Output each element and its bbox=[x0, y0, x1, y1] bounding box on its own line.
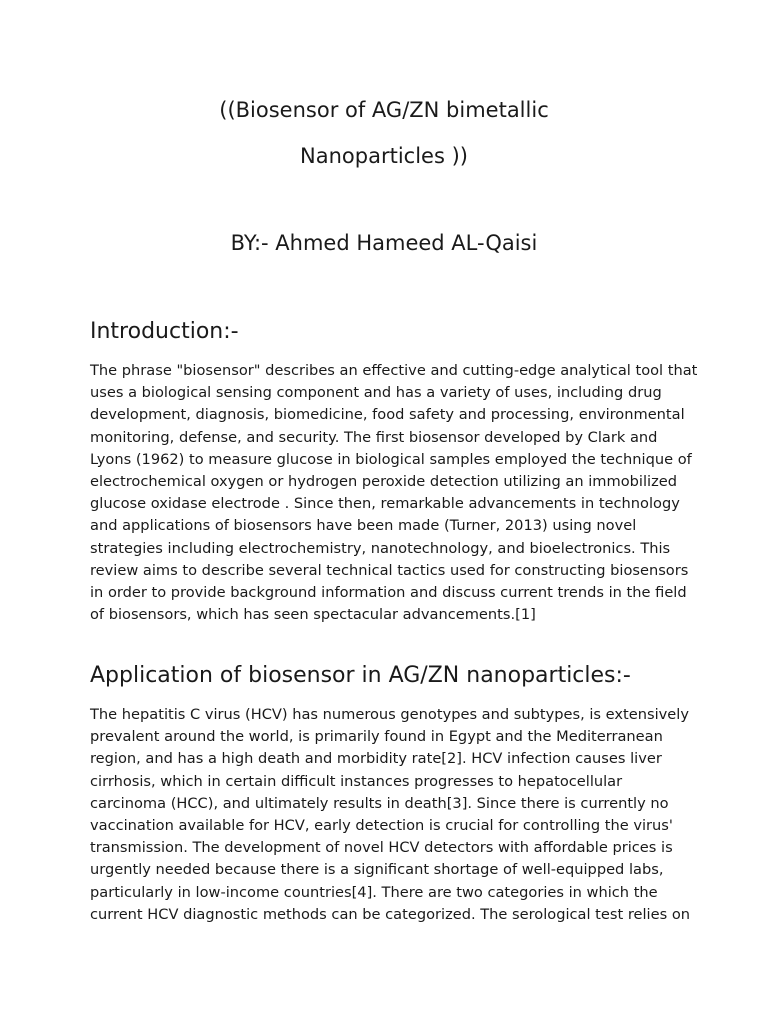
document-title-line-1: ((Biosensor of AG/ZN bimetallic bbox=[219, 98, 549, 122]
text-line: development, diagnosis, biomedicine, food safety and processing, environmental bbox=[90, 406, 685, 424]
text-line: of biosensors, which has seen spectacular advancements.[1] bbox=[90, 606, 536, 624]
section-paragraph-introduction bbox=[90, 360, 698, 626]
text-line: uses a biological sensing component and has a variety of uses, including drug bbox=[90, 384, 662, 402]
text-line: The phrase "biosensor" describes an effective and cutting-edge analytical tool that bbox=[90, 362, 698, 379]
text-line: vaccination available for HCV, early detection is crucial for controlling the virus' bbox=[90, 817, 673, 835]
text-line: particularly in low-income countries[4]. There are two categories in which the bbox=[90, 883, 658, 901]
text-line: carcinoma (HCC), and ultimately results in death[3]. Since there is currently no bbox=[90, 794, 669, 812]
author-line: BY:- Ahmed Hameed AL-Qaisi bbox=[230, 231, 538, 255]
text-line: review aims to describe several technical tactics used for constructing biosensors bbox=[90, 561, 689, 579]
text-line: The hepatitis C virus (HCV) has numerous genotypes and subtypes, is extensively bbox=[90, 706, 689, 723]
text-line: monitoring, defense, and security. The first biosensor developed by Clark and bbox=[90, 428, 658, 446]
document-title-line-2: Nanoparticles )) bbox=[300, 144, 468, 168]
text-line: prevalent around the world, is primarily found in Egypt and the Mediterranean bbox=[90, 728, 663, 746]
section-heading-introduction: Introduction:- bbox=[90, 319, 239, 344]
text-line: Lyons (1962) to measure glucose in biological samples employed the technique of bbox=[90, 450, 692, 468]
text-line: transmission. The development of novel HCV detectors with affordable prices is bbox=[90, 839, 673, 857]
section-heading-application: Application of biosensor in AG/ZN nanoparticles:- bbox=[90, 663, 631, 688]
text-line: in order to provide background information and discuss current trends in the field bbox=[90, 584, 687, 602]
text-line: strategies including electrochemistry, nanotechnology, and bioelectronics. This bbox=[90, 539, 671, 557]
text-line: current HCV diagnostic methods can be categorized. The serological test relies on bbox=[90, 905, 691, 923]
text-line: and applications of biosensors have been made (Turner, 2013) using novel bbox=[90, 517, 637, 535]
text-line: glucose oxidase electrode . Since then, remarkable advancements in technology bbox=[90, 495, 680, 513]
text-line: cirrhosis, which in certain difficult instances progresses to hepatocellular bbox=[90, 772, 623, 790]
text-line: urgently needed because there is a significant shortage of well-equipped labs, bbox=[90, 861, 664, 879]
section-paragraph-application bbox=[90, 704, 691, 926]
text-line: region, and has a high death and morbidity rate[2]. HCV infection causes liver bbox=[90, 750, 662, 768]
text-line: electrochemical oxygen or hydrogen peroxide detection utilizing an immobilized bbox=[90, 473, 677, 491]
